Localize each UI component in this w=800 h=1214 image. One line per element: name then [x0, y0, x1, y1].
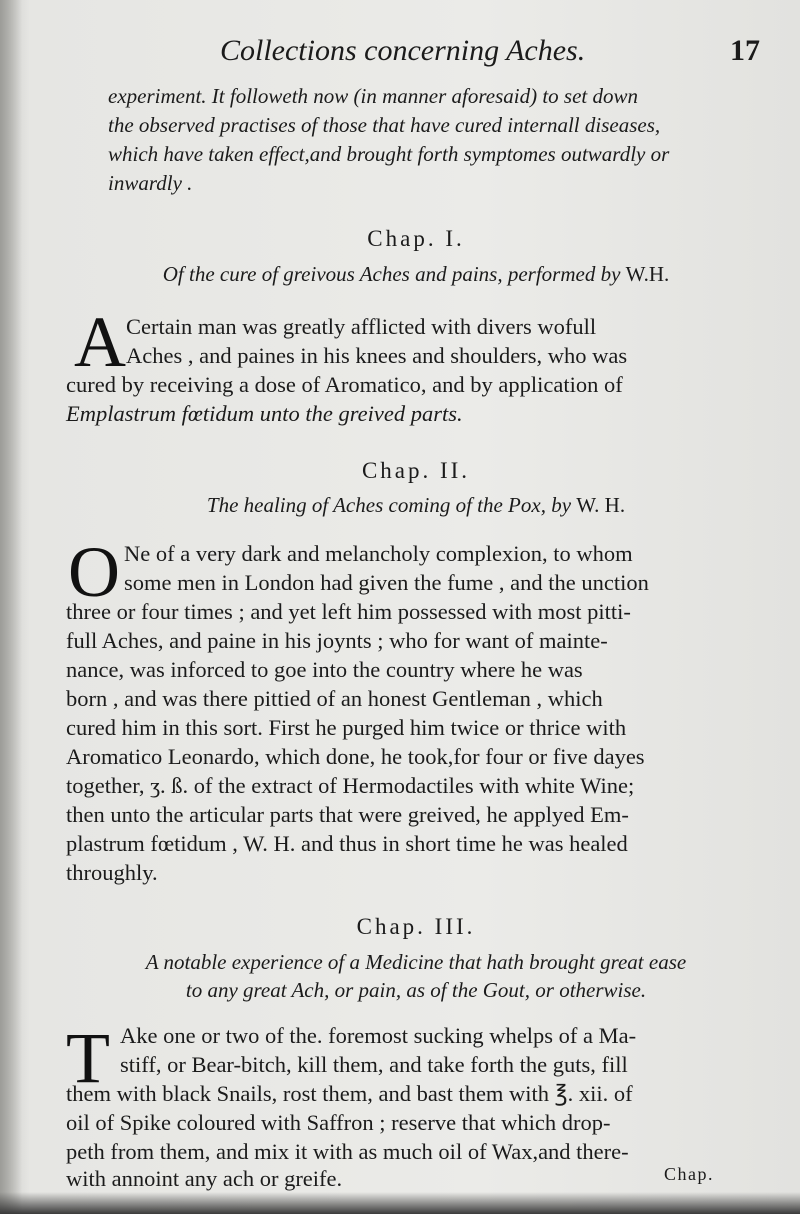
chapter-heading: Chap. II. [361, 458, 471, 483]
chapter-heading: Chap. III. [356, 914, 476, 939]
text-line: stiff, or Bear-bitch, kill them, and take forth the guts, fill [120, 1052, 628, 1077]
drop-capital: T [66, 1018, 110, 1098]
text-line: Ne of a very dark and melancholy complexion, to whom [124, 541, 633, 566]
drop-capital: O [68, 532, 120, 612]
running-head-title: Collections concerning Aches. [220, 34, 586, 67]
chapter-title-italic: The healing of Aches coming of the Pox, by [206, 493, 577, 517]
text-line: throughly. [66, 860, 158, 885]
text-line: plastrum fœtidum , W. H. and thus in short time he was healed [66, 831, 628, 856]
text-line: inwardly . [108, 171, 193, 195]
text-line: some men in London had given the fume , and the unction [124, 570, 649, 595]
text-line: nance, was inforced to goe into the country where he was [66, 657, 583, 682]
chapter-title-author: W.H. [625, 262, 670, 286]
chapter-title [66, 493, 766, 518]
chapter-title-author: W. H. [576, 493, 626, 517]
catchword: Chap. [664, 1164, 714, 1184]
text-line: experiment. It followeth now (in manner aforesaid) to set down [108, 84, 638, 108]
chapter-title-line: A notable experience of a Medicine that hath brought great ease [145, 950, 687, 974]
page-bottom-edge [0, 1192, 800, 1214]
text-line: them with black Snails, rost them, and bast them with ℥. xii. of [66, 1081, 633, 1106]
text-line: cured by receiving a dose of Aromatico, and by application of [66, 372, 623, 397]
text-line: then unto the articular parts that were greived, he applyed Em- [66, 802, 629, 827]
gutter-shadow [0, 0, 22, 1214]
text-line: peth from them, and mix it with as much oil of Wax,and there- [66, 1139, 629, 1164]
drop-capital: A [74, 302, 126, 382]
text-line: oil of Spike coloured with Saffron ; reserve that which drop- [66, 1110, 611, 1135]
chapter-title [66, 262, 766, 287]
chapter-title-line: to any great Ach, or pain, as of the Gout, or otherwise. [185, 978, 647, 1002]
text-line: the observed practises of those that have cured internall diseases, [108, 113, 661, 137]
text-line: Aromatico Leonardo, which done, he took,for four or five dayes [66, 744, 645, 769]
text-line: full Aches, and paine in his joynts ; who for want of mainte- [66, 628, 608, 653]
text-line: together, ʒ. ß. of the extract of Hermodactiles with white Wine; [66, 773, 635, 798]
chapter-heading: Chap. I. [367, 226, 465, 251]
text-line: Emplastrum fœtidum unto the greived parts. [66, 401, 463, 426]
chapter-title-italic: Of the cure of greivous Aches and pains, performed by [162, 262, 626, 286]
text-line: with annoint any ach or greife. [66, 1166, 343, 1191]
text-line: Ake one or two of the. foremost sucking whelps of a Ma- [120, 1023, 637, 1048]
text-line: Certain man was greatly afflicted with divers wofull [126, 314, 597, 339]
text-line: cured him in this sort. First he purged him twice or thrice with [66, 715, 627, 740]
text-line: which have taken effect,and brought forth symptomes outwardly or [108, 142, 670, 166]
page-number: 17 [730, 34, 760, 67]
text-line: Aches , and paines in his knees and shoulders, who was [126, 343, 628, 368]
text-line: born , and was there pittied of an honest Gentleman , which [66, 686, 603, 711]
text-line: three or four times ; and yet left him possessed with most pitti- [66, 599, 631, 624]
